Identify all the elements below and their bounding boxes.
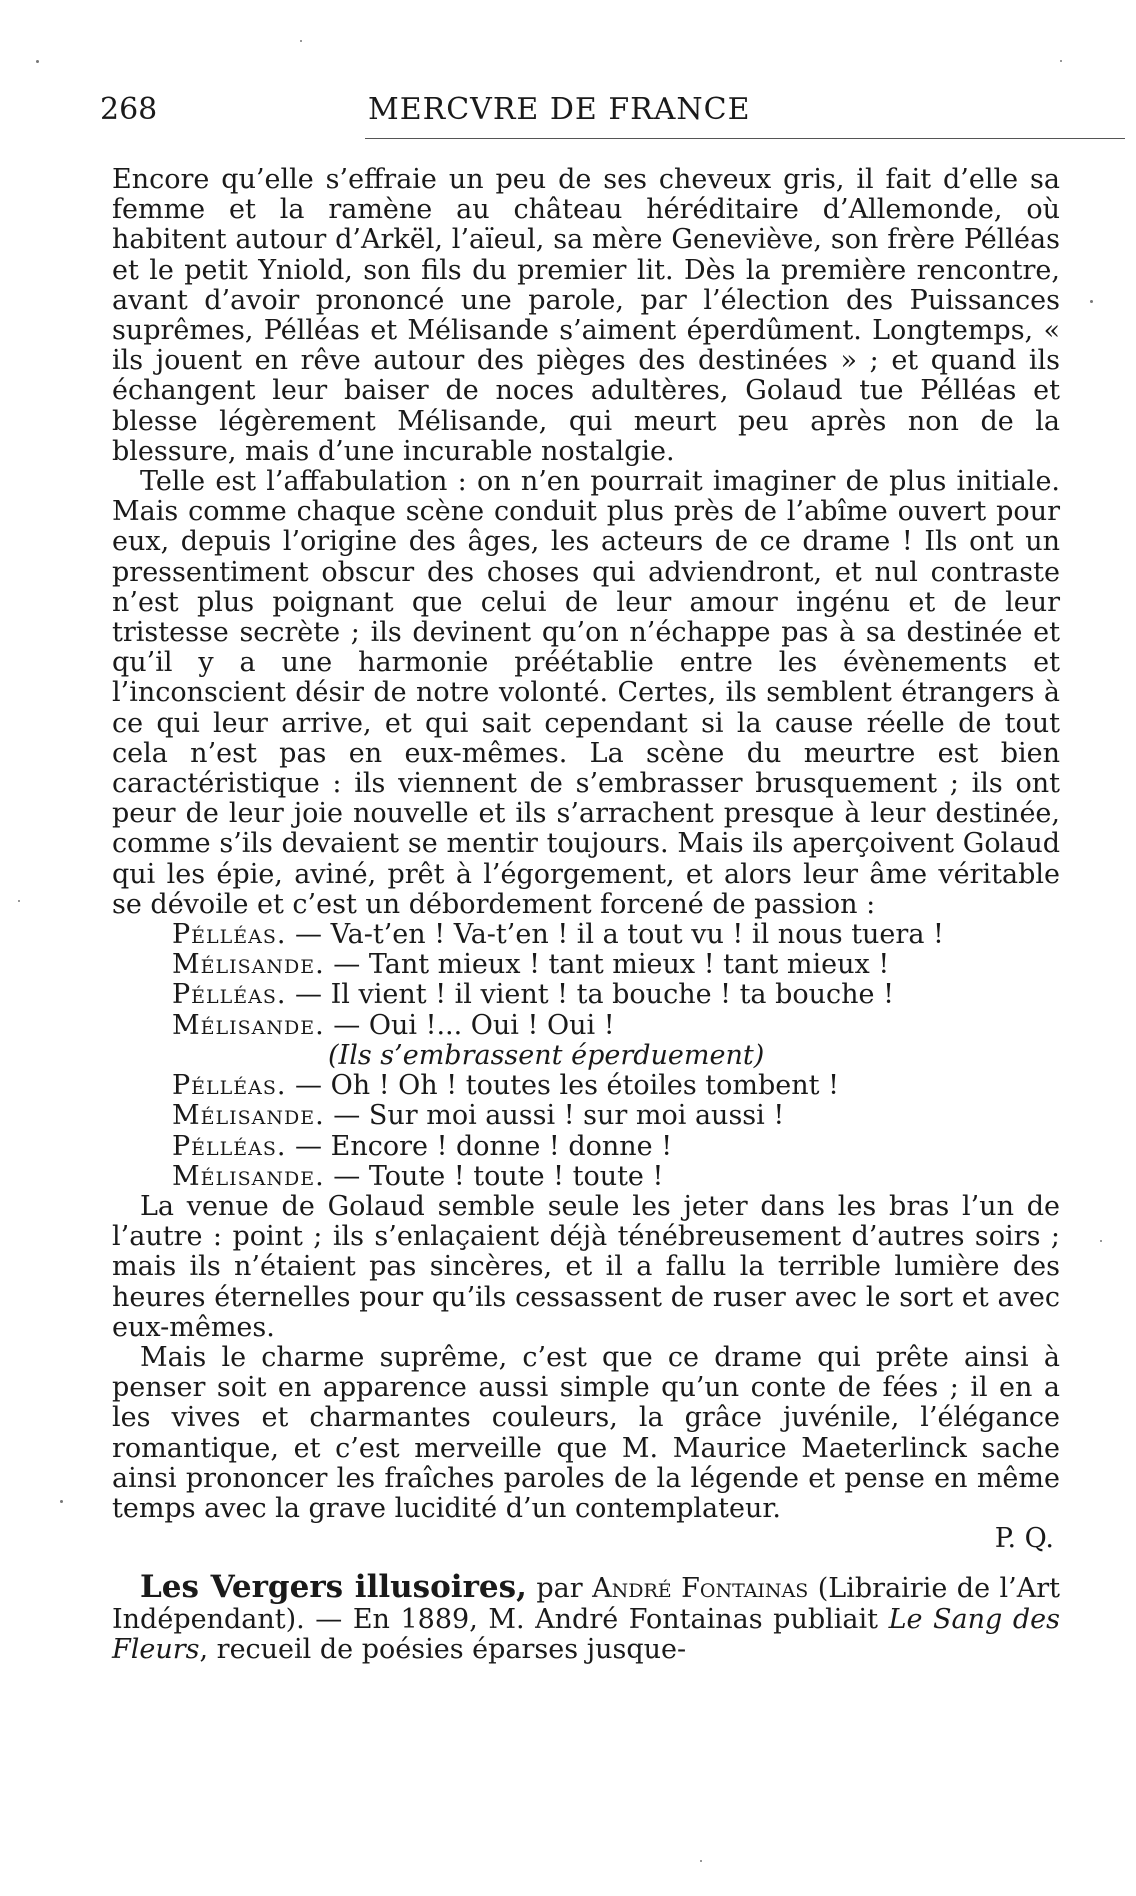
paragraph-2: Telle est l’affabulation : on n’en pourrait imaginer de plus initiale. Mais comme chaque scène conduit plus près de l’abîme ouvert pour eux, depuis l’origine des âges, les acteurs de ce drame ! Ils ont un pressentiment obscur des choses qui adviendront, et nul contraste n’est plus poignant que celui de leur amour ingénu et de leur tristesse secrète ; ils devinent qu’on n’échappe pas à sa destinée et qu’il y a une harmonie préétablie entre les évènements et l’inconscient désir de notre volonté. Certes, ils semblent étrangers à ce qui leur arrive, et qui sait cependant si la cause réelle de tout cela n’est pas en eux-mêmes. La scène du meurtre est bien caractéristique : ils viennent de s’embrasser brusquement ; ils ont peur de leur joie nouvelle et ils s’arrachent presque à leur destinée, comme s’ils devaient se mentir toujours. Mais ils aperçoivent Golaud qui les épie, aviné, prêt à l’égorgement, et alors leur âme véritable se dévoile et c’est un débordement forcené de passion : xyxy=(112,466,1060,920)
speaker-name: Mélisande. xyxy=(172,949,325,981)
dialogue-text: — Oui !... Oui ! Oui ! xyxy=(324,1009,615,1041)
page-header xyxy=(100,92,1060,136)
paragraph-1: Encore qu’elle s’effraie un peu de ses cheveux gris, il fait d’elle sa femme et la ramène au château héréditaire d’Allemonde, où habitent autour d’Arkël, l’aïeul, sa mère Geneviève, son frère Pélléas et le petit Yniold, son fils du premier lit. Dès la première rencontre, avant d’avoir prononcé une parole, par l’élection des Puissances suprêmes, Pélléas et Mélisande s’aiment éperdûment. Longtemps, « ils jouent en rêve autour des pièges des destinées » ; et quand ils échangent leur baiser de noces adultères, Golaud tue Pélléas et blesse légèrement Mélisande, qui meurt peu après non de la blessure, mais d’une incurable nostalgie. xyxy=(112,164,1060,467)
review-publisher: (Librairie de l’Art Indépendant). — En 1889, M. André Fontainas publiait xyxy=(112,1573,1061,1635)
dialogue-text: — Sur moi aussi ! sur moi aussi ! xyxy=(324,1100,785,1132)
signature: P. Q. xyxy=(994,1523,1054,1555)
paragraph-4: Mais le charme suprême, c’est que ce drame qui prête ainsi à penser soit en apparence aussi simple qu’un conte de fées ; il en a les vives et charmantes couleurs, la grâce juvénile, l’élégance romantique, et c’est merveille que M. Maurice Maeterlinck sache ainsi prononcer les fraîches paroles de la légende et pense en même temps avec la grave lucidité d’un contemplateur. xyxy=(112,1341,1060,1524)
review-author: André Fontainas xyxy=(592,1573,809,1605)
dialogue-line xyxy=(172,1071,1060,1101)
dialogue-text: — Tant mieux ! tant mieux ! tant mieux ! xyxy=(324,949,890,981)
dialogue-line xyxy=(172,980,1060,1010)
scan-speck xyxy=(700,1860,702,1862)
dialogue-block-1 xyxy=(112,920,1060,1041)
dialogue-line xyxy=(172,1132,1060,1162)
body-text xyxy=(112,165,1060,1665)
scan-speck xyxy=(1060,60,1062,62)
dialogue-text: — Il vient ! il vient ! ta bouche ! ta bouche ! xyxy=(286,979,894,1011)
review-book-title: Le Sang des Fleurs xyxy=(112,1603,1060,1665)
dialogue-text: — Va-t’en ! Va-t’en ! il a tout vu ! il nous tuera ! xyxy=(286,919,944,951)
review-by: par xyxy=(526,1573,593,1605)
page-number: 268 xyxy=(100,92,158,127)
review-entry xyxy=(112,1569,1061,1665)
scan-speck xyxy=(36,60,39,63)
speaker-name: Pélléas. xyxy=(172,1070,287,1102)
dialogue-text: — Toute ! toute ! toute ! xyxy=(324,1160,664,1192)
paragraph-3: La venue de Golaud semble seule les jeter dans les bras l’un de l’autre : point ; ils s’enlaçaient déjà ténébreusement d’autres soirs ; mais ils n’étaient pas sincères, et il a fallu la terrible lumière des heures éternelles pour qu’ils cessassent de ruser avec le sort et avec eux-mêmes. xyxy=(112,1190,1060,1343)
speaker-name: Mélisande. xyxy=(172,1009,325,1041)
dialogue-block-2 xyxy=(112,1071,1060,1192)
scan-speck xyxy=(18,900,20,902)
dialogue-text: — Oh ! Oh ! toutes les étoiles tombent ! xyxy=(286,1070,839,1102)
running-title: MERCVRE DE FRANCE xyxy=(368,92,751,127)
scan-speck xyxy=(1100,1240,1102,1242)
dialogue-text: — Encore ! donne ! donne ! xyxy=(286,1130,673,1162)
stage-direction: (Ils s’embrassent éperduement) xyxy=(328,1039,765,1071)
dialogue-line xyxy=(172,1011,1060,1041)
scan-speck xyxy=(300,40,302,42)
dialogue-line xyxy=(172,1162,1060,1192)
speaker-name: Pélléas. xyxy=(172,979,287,1011)
review-title: Les Vergers illusoires, xyxy=(140,1569,527,1606)
speaker-name: Pélléas. xyxy=(172,1130,287,1162)
dialogue-line xyxy=(172,950,1060,980)
dialogue-line xyxy=(172,920,1060,950)
speaker-name: Mélisande. xyxy=(172,1160,325,1192)
header-rule xyxy=(365,138,1125,139)
scan-speck xyxy=(60,1500,63,1503)
speaker-name: Pélléas. xyxy=(172,919,287,951)
dialogue-line xyxy=(172,1101,1060,1131)
review-rest: , recueil de poésies éparses jusque- xyxy=(199,1633,687,1665)
scan-speck xyxy=(1090,300,1093,303)
speaker-name: Mélisande. xyxy=(172,1100,325,1132)
